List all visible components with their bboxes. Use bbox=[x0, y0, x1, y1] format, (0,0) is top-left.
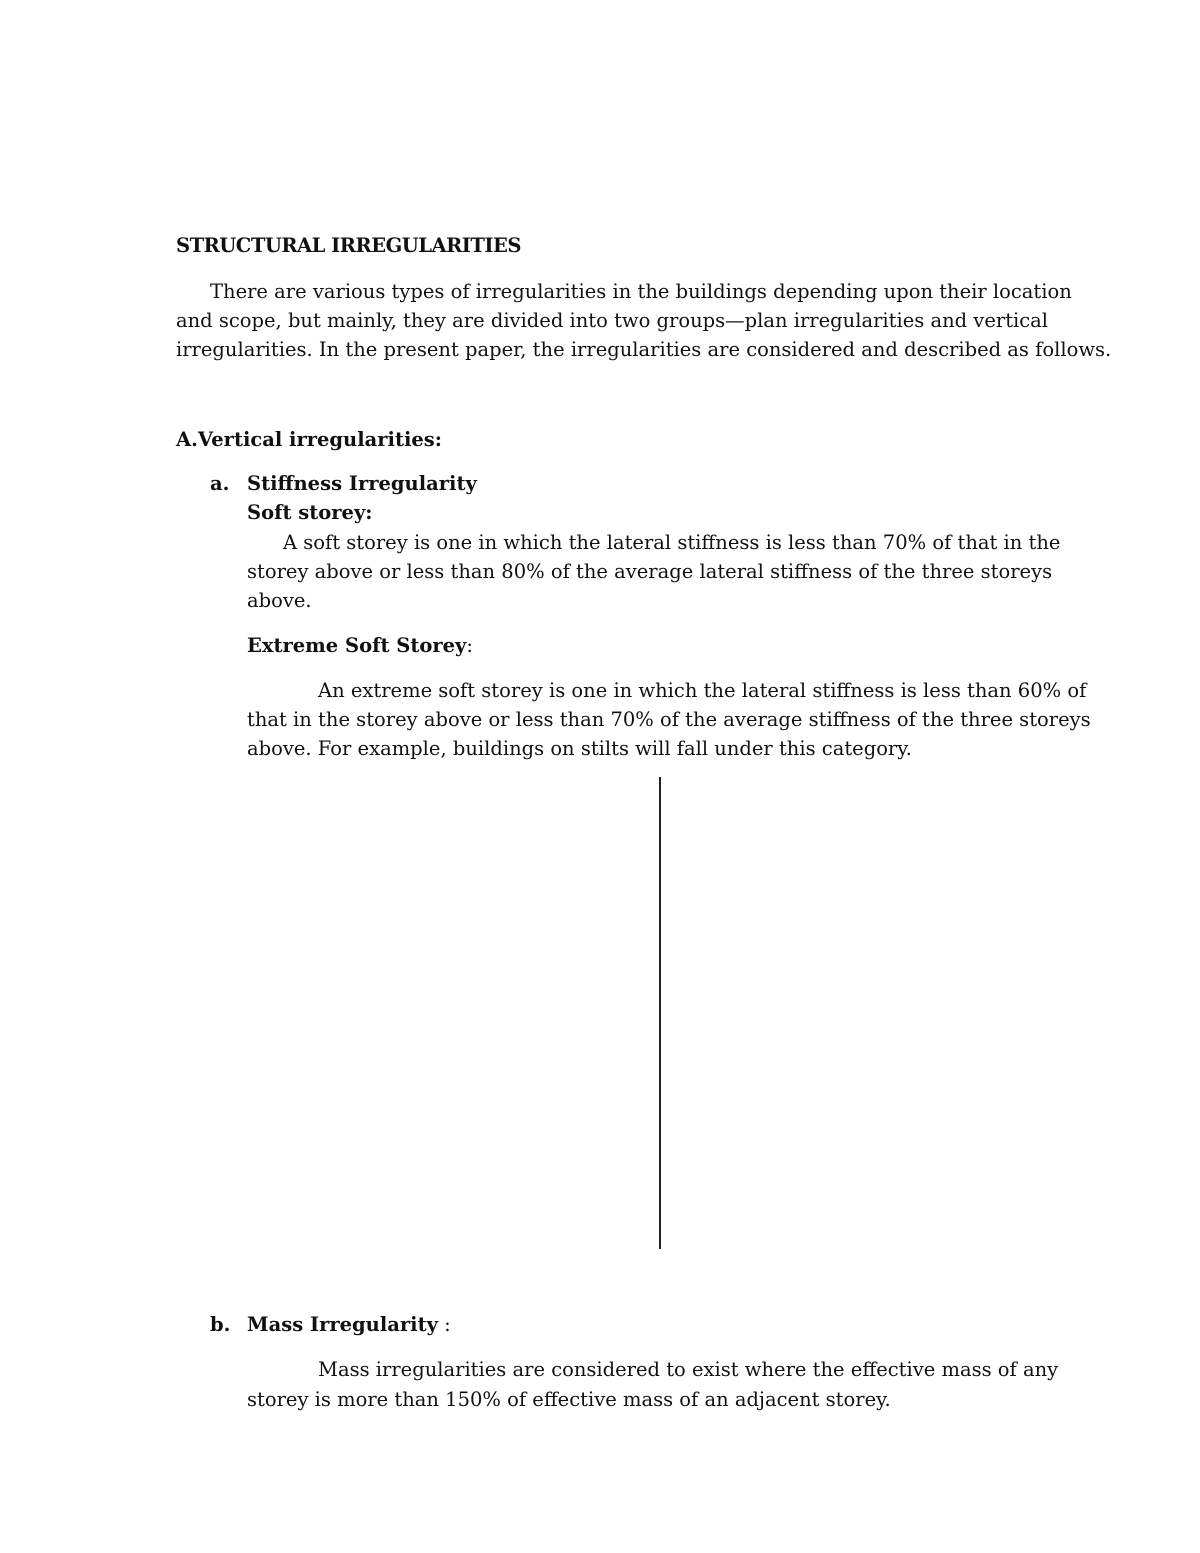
extreme-soft-storey-title: Extreme Soft Storey bbox=[247, 634, 467, 657]
stiffness-irregularity-title: Stiffness Irregularity bbox=[247, 472, 477, 495]
item-a-marker: a. bbox=[210, 472, 230, 495]
soft-storey-line-1: A soft storey is one in which the lateral stiffness is less than 70% of that in the bbox=[283, 531, 1061, 554]
intro-line-2: and scope, but mainly, they are divided into two groups—plan irregularities and vertical bbox=[176, 309, 1049, 332]
mass-irregularity-heading bbox=[247, 1310, 451, 1340]
intro-line-1: There are various types of irregularities in the buildings depending upon their location bbox=[210, 280, 1072, 303]
extreme-soft-storey-line-3: above. For example, buildings on stilts will fall under this category. bbox=[247, 737, 912, 760]
vertical-divider-line bbox=[659, 777, 661, 1249]
item-b-marker: b. bbox=[210, 1313, 231, 1336]
mass-irregularity-colon: : bbox=[444, 1313, 451, 1336]
soft-storey-line-2: storey above or less than 80% of the average lateral stiffness of the three storeys bbox=[247, 560, 1053, 583]
soft-storey-title: Soft storey: bbox=[247, 501, 373, 524]
extreme-soft-storey-heading bbox=[247, 631, 473, 661]
soft-storey-line-3: above. bbox=[247, 589, 312, 612]
document-title: STRUCTURAL IRREGULARITIES bbox=[176, 234, 521, 257]
extreme-soft-storey-line-2: that in the storey above or less than 70% of the average stiffness of the three storeys bbox=[247, 708, 1091, 731]
extreme-soft-storey-line-1: An extreme soft storey is one in which the lateral stiffness is less than 60% of bbox=[318, 679, 1087, 702]
section-a-heading: A.Vertical irregularities: bbox=[176, 428, 442, 451]
mass-irregularity-line-1: Mass irregularities are considered to exist where the effective mass of any bbox=[318, 1358, 1059, 1381]
mass-irregularity-line-2: storey is more than 150% of effective mass of an adjacent storey. bbox=[247, 1388, 891, 1411]
extreme-soft-storey-colon: : bbox=[466, 634, 473, 657]
intro-line-3: irregularities. In the present paper, the irregularities are considered and described as follows. bbox=[176, 338, 1112, 361]
mass-irregularity-title: Mass Irregularity bbox=[247, 1313, 438, 1336]
